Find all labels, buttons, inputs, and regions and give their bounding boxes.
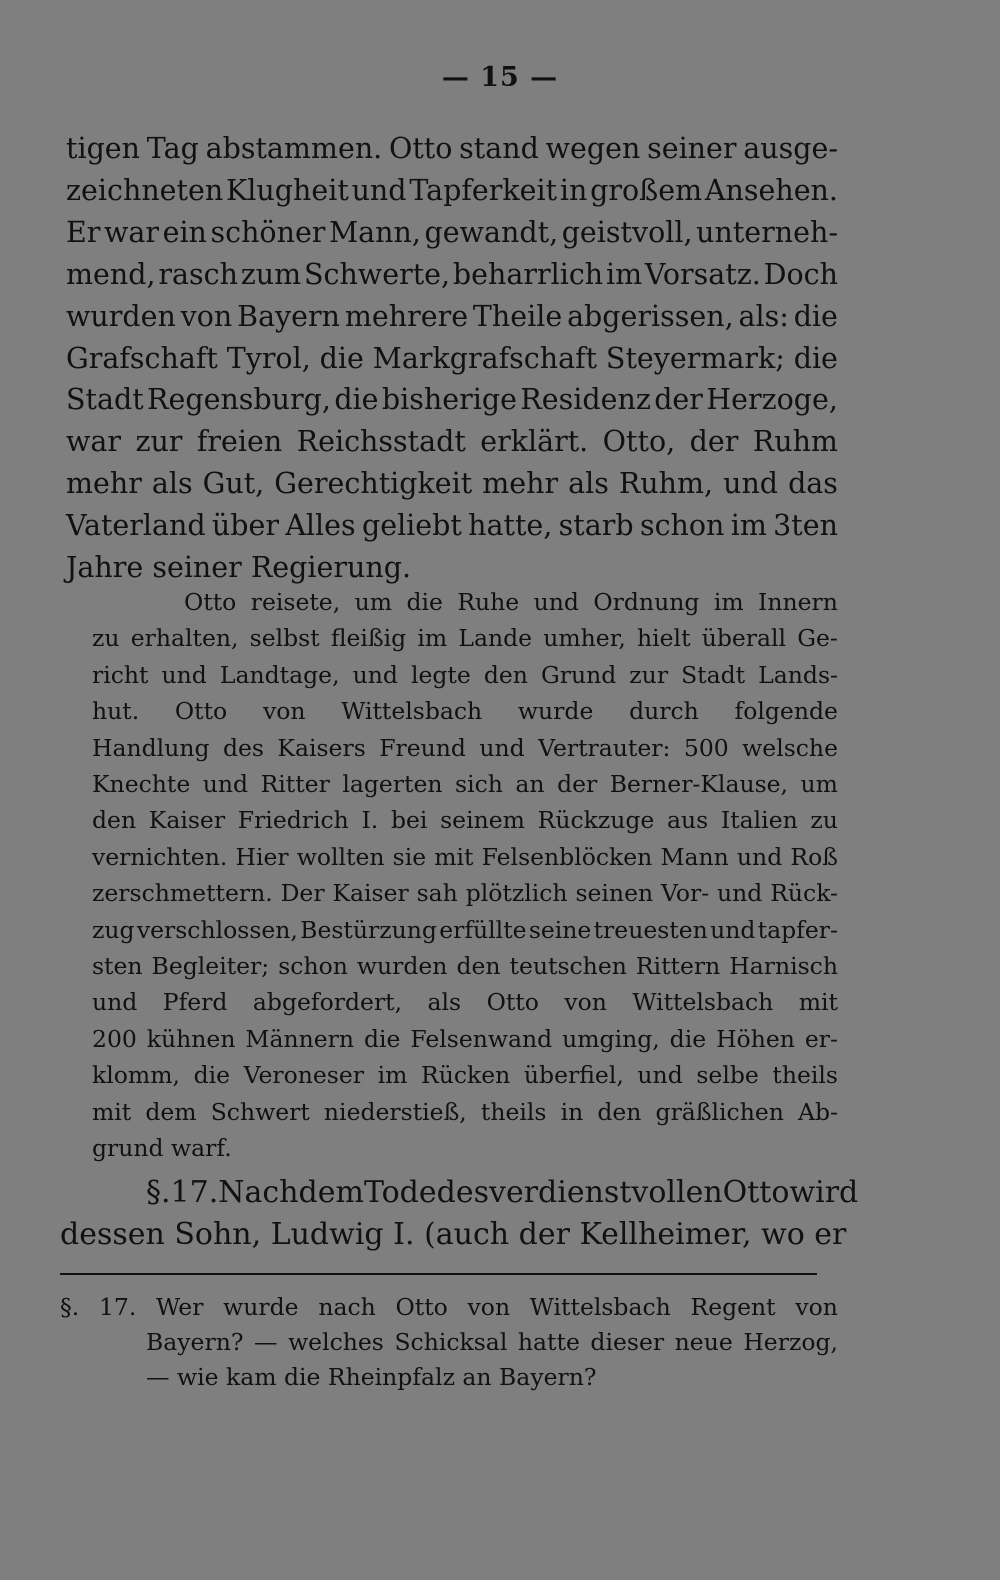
note-text-word: den [92, 806, 137, 835]
main-text-word: im [730, 509, 767, 543]
note-text-word: seinen [575, 879, 654, 908]
main-text-word: der [654, 383, 703, 417]
note-text-word: und [717, 879, 763, 908]
main-text-word: starb [558, 509, 634, 543]
main-text-word: Klugheit [226, 173, 349, 207]
note-text-word: Bestürzung [300, 915, 437, 944]
note-text-word: die [406, 588, 443, 616]
main-text-word: stand [459, 132, 539, 165]
question-word: Herzog, [743, 1328, 838, 1356]
main-text-word: Regensburg, [147, 383, 331, 417]
question-word: dieser [590, 1328, 665, 1356]
note-text-word: Vor- [661, 879, 710, 908]
note-text-word: Kaiser [148, 806, 226, 835]
note-text-word: seinem [440, 806, 525, 835]
main-text-line [66, 212, 838, 254]
note-text-line [92, 620, 838, 656]
question-word: wurde [223, 1293, 299, 1321]
note-text-word: zerschmettern. [92, 879, 273, 908]
question-word: von [795, 1293, 838, 1321]
main-text-word: die [793, 341, 838, 375]
note-text-word: mit [434, 842, 474, 871]
main-text-word: abgerissen, [567, 299, 734, 333]
main-text-word: im [605, 257, 643, 291]
note-text-line [92, 1094, 838, 1130]
note-text-word: und [479, 733, 525, 762]
note-text-word: Friedrich [237, 806, 349, 835]
main-text-word: war [66, 425, 122, 459]
note-text-word: treuesten [593, 915, 708, 944]
main-text-word: mehrere [344, 299, 469, 333]
question-word: Otto [395, 1293, 448, 1321]
note-text-word: wurde [517, 697, 594, 726]
note-text-word: Kaisers [277, 733, 366, 762]
note-text-word: theils [772, 1061, 838, 1090]
main-text-word: als: [738, 299, 789, 333]
note-text-word: die [363, 1024, 401, 1053]
section-text-word: Nach [218, 1175, 299, 1210]
section-text-word: dem [298, 1175, 364, 1210]
note-text-word: Männern [245, 1024, 355, 1053]
note-text-word: 200 [92, 1024, 137, 1053]
main-text-word: zur [135, 425, 183, 459]
note-text-word: überfiel, [523, 1061, 624, 1090]
main-text-word: Residenz [520, 383, 651, 417]
main-text-word: und [723, 467, 779, 501]
note-text-word: abgefordert, [252, 988, 403, 1017]
note-text-word: der [557, 770, 598, 799]
note-text-word: erhalten, [130, 624, 239, 653]
main-text-word: wurden [66, 299, 176, 333]
note-text-word: durch [629, 697, 699, 726]
note-text-line [92, 693, 838, 729]
note-text-word: im [377, 1061, 408, 1090]
note-text-word: Ge- [797, 624, 838, 653]
note-text-word: Rücken [421, 1061, 511, 1090]
question-word: Schicksal [394, 1328, 508, 1356]
main-text-word: geliebt [361, 509, 462, 543]
main-text-word: unterneh- [696, 215, 838, 249]
main-text-word: ausge- [743, 132, 838, 165]
main-text-word: mehr [482, 467, 559, 501]
main-text-line: Jahre seiner Regierung. [66, 551, 412, 585]
section-text-line [60, 1172, 859, 1214]
main-text-word: Tag [146, 132, 199, 165]
note-text-word: Landtage, [219, 660, 340, 689]
note-text-line [92, 766, 838, 802]
note-text-word: Hier [235, 842, 289, 871]
note-text-word: in [560, 1097, 584, 1126]
note-text-word: überall [701, 624, 787, 653]
main-text-word: mehr [66, 467, 142, 501]
question-word: — [254, 1328, 278, 1356]
note-text-word: Felsenblöcken [481, 842, 653, 871]
review-questions [60, 1290, 838, 1395]
note-text-word: Schwert [210, 1097, 310, 1126]
note-text-word: welsche [742, 733, 838, 762]
note-text-word: legte [410, 660, 471, 689]
question-word: 17. [98, 1293, 137, 1321]
note-paragraph [92, 584, 838, 1167]
question-word: Bayern? [146, 1328, 244, 1356]
main-text-word: wegen [545, 132, 641, 165]
main-text-word: Otto [388, 132, 453, 165]
note-text-word: sie [392, 842, 427, 871]
note-text-word: Begleiter; [151, 952, 270, 981]
note-text-word: lagerten [342, 770, 443, 799]
note-text-word: als [427, 988, 462, 1017]
note-text-word: Roß [790, 842, 838, 871]
note-text-word: Harnisch [729, 952, 838, 981]
note-text-word: Der [280, 879, 325, 908]
note-text-word: im [713, 588, 744, 616]
main-paragraph [66, 128, 838, 589]
note-text-word: klomm, [92, 1061, 180, 1090]
main-text-word: freien [196, 425, 283, 459]
question-word: hatte [517, 1328, 580, 1356]
note-text-word: und [637, 1061, 683, 1090]
main-text-line [66, 254, 838, 296]
note-text-word: und [92, 988, 138, 1017]
note-text-word: Handlung [92, 733, 210, 762]
note-text-word: Felsenwand [410, 1024, 553, 1053]
main-text-word: das [788, 467, 838, 501]
note-text-word: Veroneser [243, 1061, 364, 1090]
note-text-line [92, 912, 838, 948]
main-text-word: großem [590, 173, 703, 207]
note-text-line [92, 839, 838, 875]
note-text-word: 500 [683, 733, 729, 762]
section-text-word: Tode [363, 1175, 437, 1210]
note-text-word: Freund [379, 733, 466, 762]
main-text-word: die [334, 383, 379, 417]
main-text-word: war [104, 215, 160, 249]
note-text-word: von [564, 988, 607, 1017]
note-text-word: um [800, 770, 838, 799]
note-text-word: folgende [734, 697, 838, 726]
question-word: neue [674, 1328, 733, 1356]
note-text-word: I. [361, 806, 379, 835]
note-text-line [92, 984, 838, 1020]
note-text-word: reisete, [250, 588, 341, 616]
main-text-word: geistvoll, [561, 215, 693, 249]
main-text-word: gewandt, [424, 215, 559, 249]
note-text-word: um [354, 588, 393, 616]
note-text-word: selbst [249, 624, 320, 653]
note-text-word: Lande [458, 624, 533, 653]
note-text-line: grund warf. [92, 1134, 232, 1163]
note-text-word: Wittelsbach [341, 697, 483, 726]
main-text-line [66, 379, 838, 421]
main-text-word: seiner [647, 132, 737, 165]
note-text-word: mit [798, 988, 838, 1017]
main-text-word: Vaterland [66, 509, 206, 543]
question-word: Wittelsbach [529, 1293, 671, 1321]
note-text-word: Pferd [162, 988, 228, 1017]
main-text-word: Gut, [202, 467, 265, 501]
main-text-word: Ruhm, [618, 467, 714, 501]
note-text-word: Rück- [770, 879, 838, 908]
main-text-word: Tapferkeit [409, 173, 558, 207]
main-text-line [66, 170, 838, 212]
note-text-word: wollten [296, 842, 385, 871]
note-text-word: Rittern [635, 952, 721, 981]
main-text-word: schöner [210, 215, 326, 249]
section-text-word: 17. [170, 1175, 219, 1210]
note-text-word: theils [480, 1097, 547, 1126]
main-text-word: ein [162, 215, 207, 249]
note-text-line [92, 584, 838, 620]
note-text-word: Innern [758, 588, 838, 616]
note-text-word: den [483, 660, 528, 689]
note-text-word: Höhen [716, 1024, 795, 1053]
main-text-word: Herzoge, [706, 383, 838, 417]
note-text-word: fleißig [330, 624, 407, 653]
note-text-word: die [193, 1061, 231, 1090]
section-text-word: Otto [722, 1175, 790, 1210]
main-text-line [66, 421, 838, 463]
note-text-word: mit [92, 1097, 132, 1126]
note-text-word: und [161, 660, 207, 689]
note-text-word: Kaiser [332, 879, 409, 908]
main-text-word: hatte, [468, 509, 553, 543]
section-text-word: des [436, 1175, 489, 1210]
main-text-word: Vorsatz. [644, 257, 761, 291]
note-text-word: Knechte [92, 770, 191, 799]
note-text-word: Lands- [758, 660, 838, 689]
section-text-word: §. [146, 1175, 171, 1210]
note-text-word: wurden [356, 952, 448, 981]
main-text-line [66, 505, 838, 547]
note-text-word: zug [92, 915, 135, 944]
section-17-paragraph [60, 1172, 859, 1256]
main-text-word: als [151, 467, 193, 501]
main-text-word: Doch [763, 257, 838, 291]
note-text-word: Vertrauter: [538, 733, 671, 762]
note-text-word: und [352, 660, 398, 689]
note-text-line [92, 1057, 838, 1093]
note-text-word: sah [416, 879, 458, 908]
main-text-word: abstammen. [205, 132, 383, 165]
main-text-word: 3ten [773, 509, 838, 543]
note-text-word: sten [92, 952, 143, 981]
note-text-word: kühnen [146, 1024, 236, 1053]
note-text-word: gräßlichen [655, 1097, 784, 1126]
main-text-word: beharrlich [452, 257, 604, 291]
note-text-word: Rückzuge [537, 806, 655, 835]
note-text-word: hielt [637, 624, 691, 653]
note-text-word: er- [804, 1024, 838, 1053]
note-text-word: Ordnung [593, 588, 700, 616]
note-text-word: Berner-Klause, [609, 770, 789, 799]
main-text-word: und [351, 173, 407, 207]
section-text-line: dessen Sohn, Ludwig I. (auch der Kellheimer, wo er [60, 1217, 847, 1252]
note-text-word: des [222, 733, 264, 762]
main-text-word: Ruhm [752, 425, 838, 459]
main-text-word: erklärt. [480, 425, 589, 459]
note-text-word: dem [145, 1097, 197, 1126]
main-text-word: zeichneten [66, 173, 224, 207]
main-text-word: tigen [66, 132, 141, 165]
main-text-word: Stadt [66, 383, 144, 417]
note-text-word: Ab- [798, 1097, 838, 1126]
main-text-line [66, 296, 838, 338]
note-text-line [92, 802, 838, 838]
main-text-word: mend, [66, 257, 156, 291]
note-text-word: schon [278, 952, 348, 981]
note-text-word: im [417, 624, 448, 653]
main-text-word: rasch [158, 257, 238, 291]
note-text-word: niederstieß, [323, 1097, 467, 1126]
note-text-word: selbe [696, 1061, 759, 1090]
main-text-word: die [793, 299, 838, 333]
note-text-word: richt [92, 660, 149, 689]
note-text-word: hut. [92, 697, 140, 726]
main-text-word: Er [66, 215, 101, 249]
main-text-word: Tyrol, [226, 341, 311, 375]
note-text-word: plötzlich [465, 879, 568, 908]
question-line: — wie kam die Rheinpfalz an Bayern? [146, 1363, 597, 1391]
note-text-line [92, 875, 838, 911]
note-text-word: und [710, 915, 756, 944]
question-word: nach [318, 1293, 376, 1321]
main-text-word: Reichsstadt [296, 425, 466, 459]
main-text-word: der [689, 425, 739, 459]
question-word: von [467, 1293, 511, 1321]
note-text-line [92, 948, 838, 984]
question-line [60, 1290, 838, 1325]
main-text-word: Theile [472, 299, 563, 333]
note-text-word: sich [455, 770, 503, 799]
note-text-word: umher, [543, 624, 626, 653]
main-text-word: Grafschaft [66, 341, 218, 375]
note-text-word: Otto [486, 988, 539, 1017]
note-text-word: Grund [540, 660, 617, 689]
note-text-word: von [262, 697, 306, 726]
main-text-word: Markgrafschaft [372, 341, 598, 375]
note-text-word: verschlossen, [136, 915, 298, 944]
note-text-word: Ruhe [457, 588, 520, 616]
main-text-word: bisherige [381, 383, 517, 417]
note-text-word: seine [528, 915, 592, 944]
note-text-word: und [533, 588, 579, 616]
main-text-word: Ansehen. [704, 173, 838, 207]
main-text-word: Mann, [329, 215, 421, 249]
note-text-line [92, 1021, 838, 1057]
note-text-word: den [597, 1097, 642, 1126]
main-text-word: die [319, 341, 364, 375]
main-text-line [66, 463, 838, 505]
main-text-word: zum [240, 257, 302, 291]
main-text-line [66, 128, 838, 170]
section-text-word: wird [789, 1175, 859, 1210]
section-text-word: verdienstvollen [489, 1175, 723, 1210]
note-text-word: vernichten. [92, 842, 228, 871]
note-text-word: an [515, 770, 545, 799]
note-text-word: Otto [184, 588, 237, 616]
main-text-line [66, 338, 838, 380]
main-text-word: als [568, 467, 609, 501]
note-text-word: zur [629, 660, 669, 689]
note-text-word: umging, [562, 1024, 660, 1053]
main-text-word: Gerechtigkeit [274, 467, 473, 501]
note-text-word: teutschen [509, 952, 627, 981]
question-word: welches [288, 1328, 384, 1356]
question-word: Regent [690, 1293, 776, 1321]
main-text-word: Otto, [602, 425, 676, 459]
note-text-word: Italien [720, 806, 798, 835]
note-text-word: Mann [660, 842, 729, 871]
note-text-word: aus [667, 806, 709, 835]
footnote-divider [60, 1273, 817, 1275]
note-text-word: Stadt [681, 660, 746, 689]
question-word: §. [60, 1293, 80, 1321]
main-text-word: schon [639, 509, 725, 543]
note-text-word: zu [810, 806, 838, 835]
note-text-word: und [202, 770, 249, 799]
note-text-line [92, 657, 838, 693]
note-text-word: bei [390, 806, 428, 835]
note-text-word: tapfer- [757, 915, 838, 944]
note-text-word: Otto [174, 697, 228, 726]
main-text-word: Steyermark; [605, 341, 785, 375]
note-text-word: die [669, 1024, 707, 1053]
main-text-word: in [559, 173, 588, 207]
note-text-line [92, 730, 838, 766]
main-text-word: von [180, 299, 233, 333]
main-text-word: Alles [285, 509, 356, 543]
note-text-word: den [456, 952, 501, 981]
page-number: — 15 — [441, 62, 559, 93]
note-text-word: erfüllte [439, 915, 527, 944]
question-word: Wer [156, 1293, 204, 1321]
note-text-word: Ritter [260, 770, 330, 799]
main-text-word: Schwerte, [303, 257, 451, 291]
main-text-word: über [211, 509, 280, 543]
note-text-word: und [736, 842, 783, 871]
note-text-word: zu [92, 624, 120, 653]
note-text-word: Wittelsbach [632, 988, 774, 1017]
question-line [60, 1325, 838, 1360]
main-text-word: Bayern [237, 299, 341, 333]
